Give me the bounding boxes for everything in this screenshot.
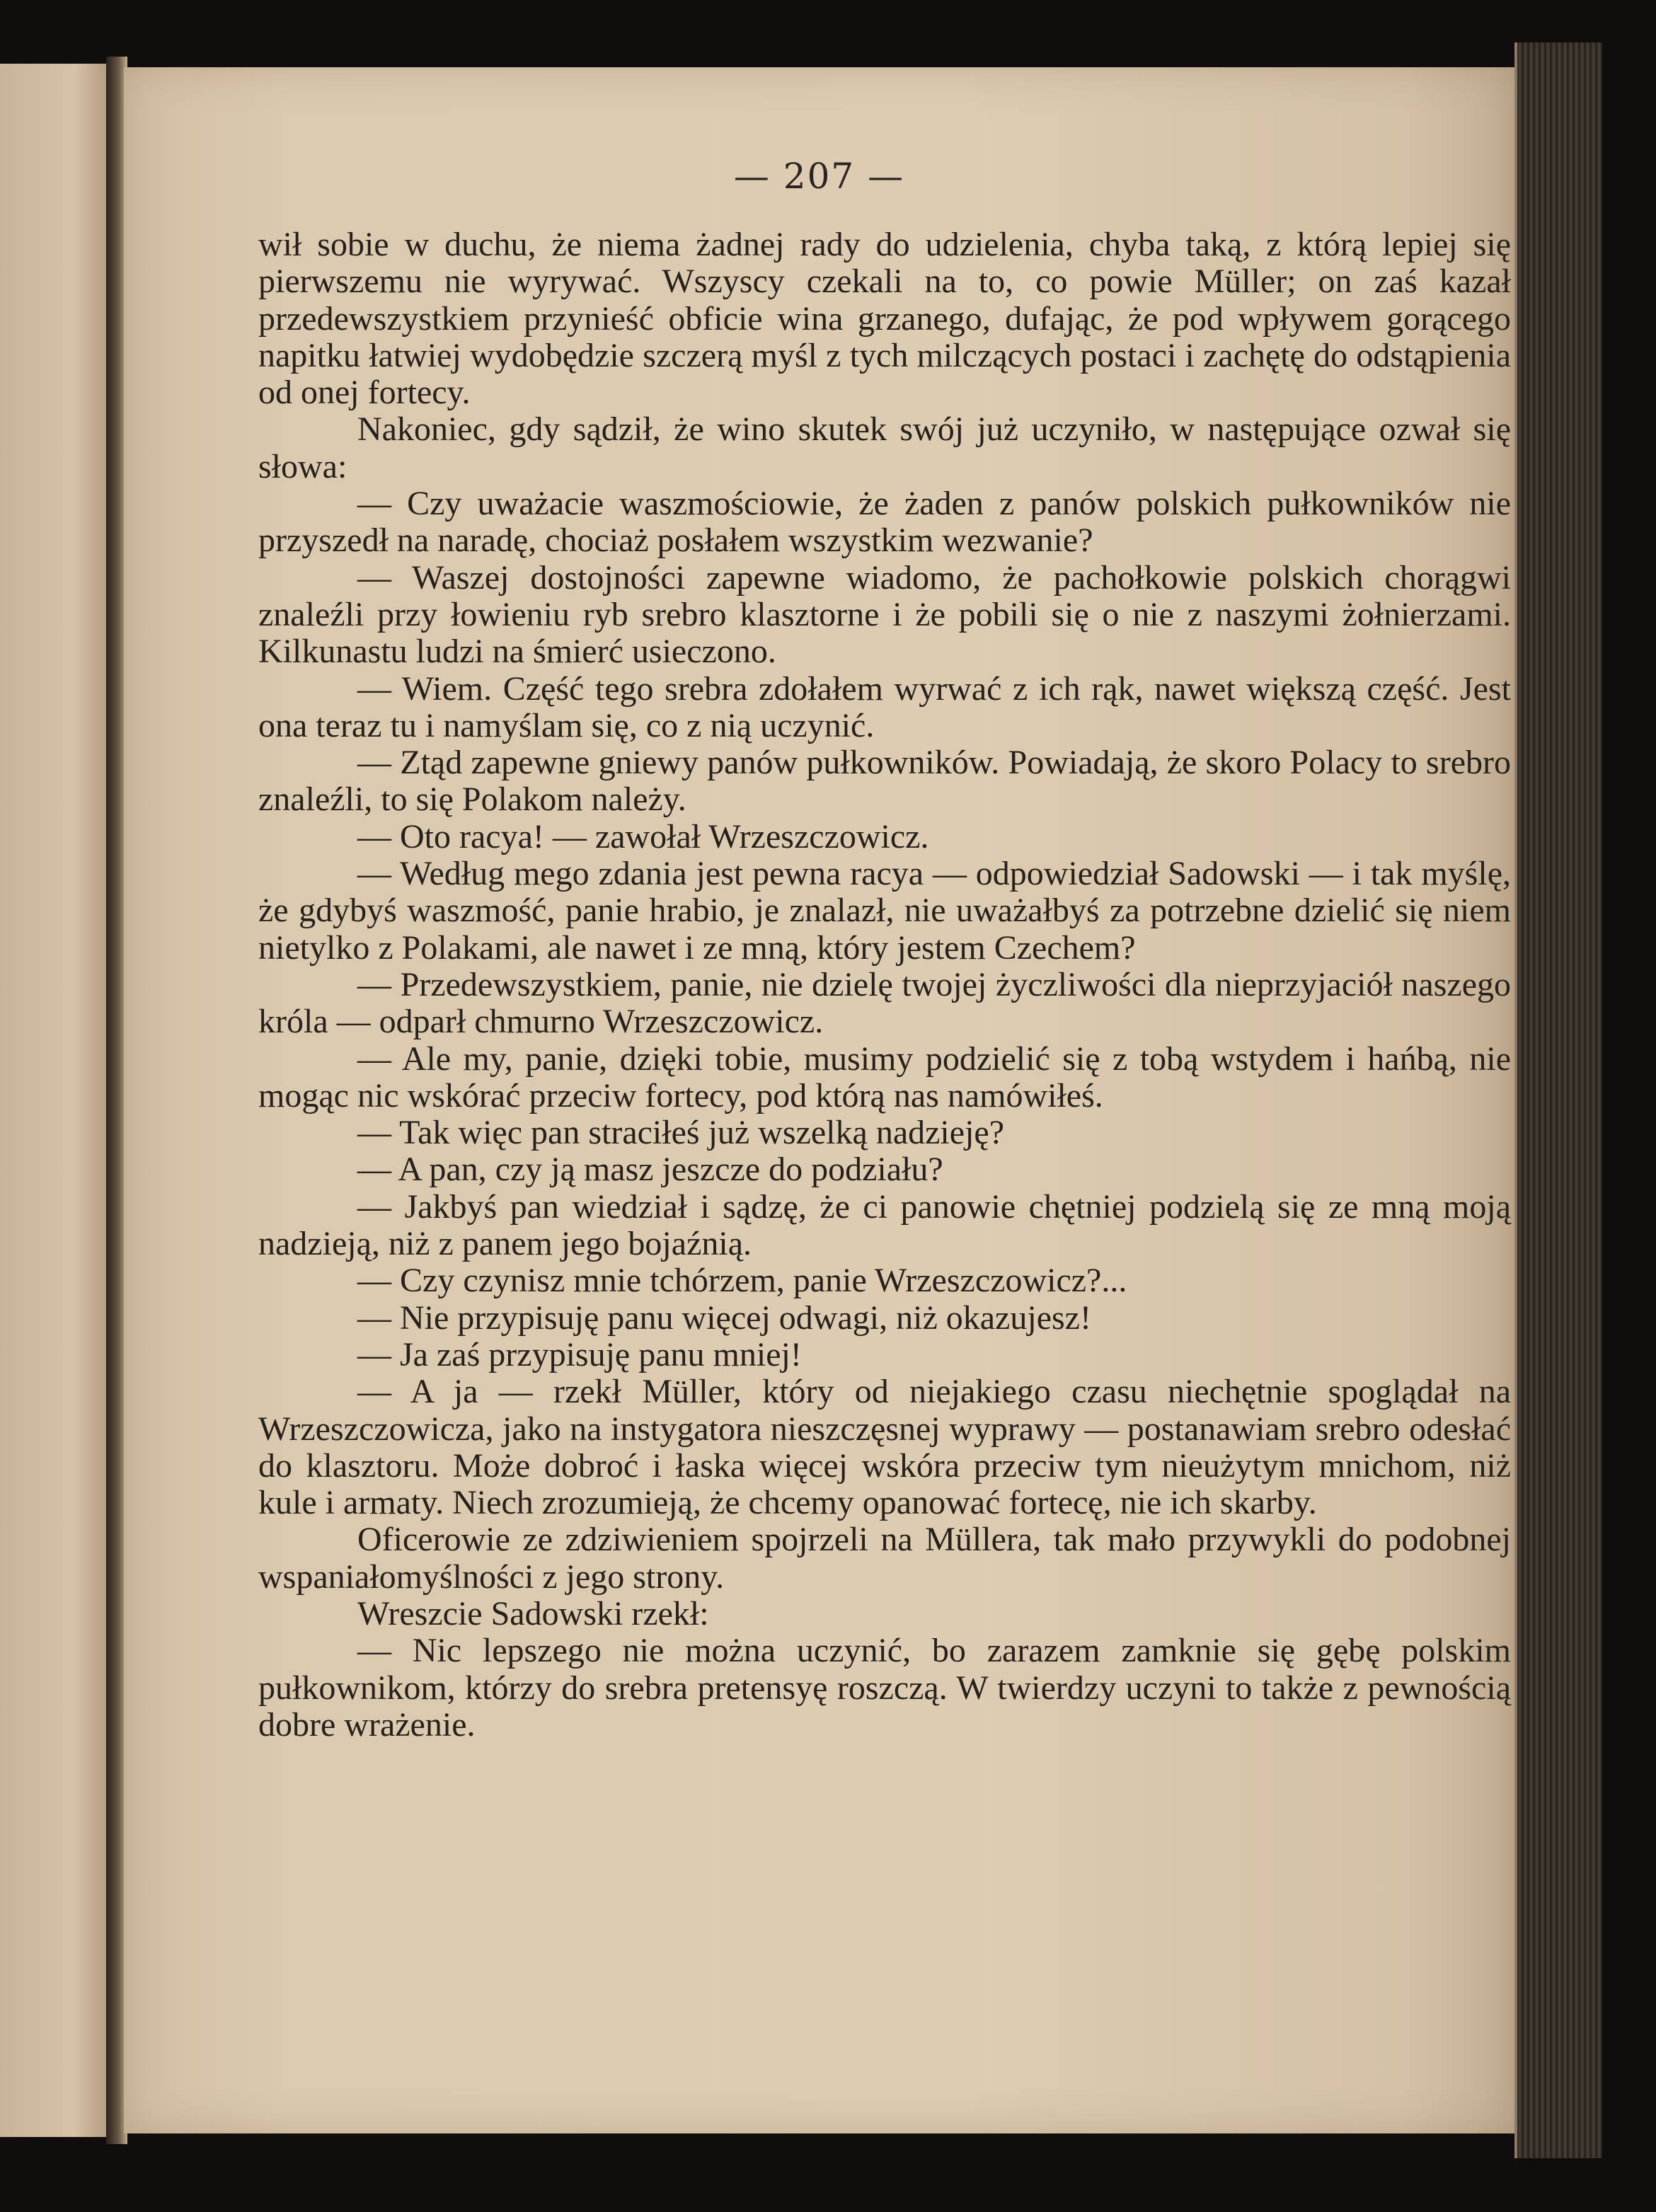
paragraph: — Wiem. Część tego srebra zdołałem wyrwać z ich rąk, nawet większą część. Jest ona teraz tu i namyślam się, co z nią uczynić. bbox=[258, 669, 1511, 744]
paragraph: — Czy uważacie waszmościowie, że żaden z panów polskich pułkowników nie przyszedł na naradę, chociaż posłałem wszystkim wezwanie? bbox=[258, 485, 1511, 560]
paragraph: — Nic lepszego nie można uczynić, bo zarazem zamknie się gębę polskim pułkownikom, którzy do srebra pretensyę roszczą. W twierdzy uczyni to także z pewnością dobre wrażenie. bbox=[258, 1632, 1511, 1744]
paragraph: — Waszej dostojności zapewne wiadomo, że pachołkowie polskich chorągwi znaleźli przy łowieniu ryb srebro klasztorne i że pobili się o nie z naszymi żołnierzami. Kilkunastu ludzi na śmierć usieczono. bbox=[258, 558, 1511, 671]
paragraph: — Ale my, panie, dzięki tobie, musimy podzielić się z tobą wstydem i hańbą, nie mogąc nic wskórać przeciw fortecy, pod którą nas namówiłeś. bbox=[258, 1039, 1511, 1114]
previous-page-edge bbox=[0, 64, 108, 2137]
paragraph: Wreszcie Sadowski rzekł: bbox=[357, 1594, 709, 1632]
paragraph: — Ja zaś przypisuję panu mniej! bbox=[357, 1335, 802, 1373]
paragraph: Oficerowie ze zdziwieniem spojrzeli na Müllera, tak mało przywykli do podobnej wspaniałomyślności z jego strony. bbox=[258, 1521, 1511, 1596]
paragraph: — Czy czynisz mnie tchórzem, panie Wrzeszczowicz?... bbox=[357, 1262, 1127, 1300]
paragraph: — A pan, czy ją masz jeszcze do podziału? bbox=[357, 1151, 943, 1189]
paragraph: — Jakbyś pan wiedział i sądzę, że ci panowie chętniej podzielą się ze mną moją nadzieją, niż z panem jego bojaźnią. bbox=[258, 1187, 1511, 1263]
book-fore-edge bbox=[1514, 42, 1602, 2158]
paragraph: wił sobie w duchu, że niema żadnej rady do udzielenia, chyba taką, z którą lepiej się pierwszemu nie wyrywać. Wszyscy czekali na to, co powie Müller; on zaś kazał przedewszystkiem przynieść obficie wina grzanego, dufając, że pod wpływem gorącego napitku łatwiej wydobędzie szczerą myśl z tych milczących postaci i zachętę do odstąpienia od onej fortecy. bbox=[258, 226, 1511, 412]
book-page bbox=[124, 67, 1514, 2133]
paragraph: — Według mego zdania jest pewna racya — odpowiedział Sadowski — i tak myślę, że gdybyś waszmość, panie hrabio, je znalazł, nie uważałbyś za potrzebne dzielić się niem nietylko z Polakami, ale nawet i ze mną, który jestem Czechem? bbox=[258, 855, 1511, 967]
paragraph: Nakoniec, gdy sądził, że wino skutek swój już uczyniło, w następujące ozwał się słowa: bbox=[258, 410, 1511, 485]
paragraph: — A ja — rzekł Müller, który od niejakiego czasu niechętnie spoglądał na Wrzeszczowicza, jako na instygatora nieszczęsnej wyprawy — postanawiam srebro odesłać do klasztoru. Może dobroć i łaska więcej wskóra przeciw tym nieużytym mnichom, niż kule i armaty. Niech zrozumieją, że chcemy opanować fortecę, nie ich skarby. bbox=[258, 1373, 1511, 1522]
page-text bbox=[258, 226, 1511, 1744]
paragraph: — Ztąd zapewne gniewy panów pułkowników. Powiadają, że skoro Polacy to srebro znaleźli, to się Polakom należy. bbox=[258, 744, 1511, 819]
paragraph: — Nie przypisuję panu więcej odwagi, niż okazujesz! bbox=[357, 1298, 1091, 1337]
paragraph: — Przedewszystkiem, panie, nie dzielę twojej życzliwości dla nieprzyjaciół naszego króla — odparł chmurno Wrzeszczowicz. bbox=[258, 965, 1511, 1041]
page-number: — 207 — bbox=[733, 156, 905, 197]
paragraph: — Oto racya! — zawołał Wrzeszczowicz. bbox=[357, 817, 929, 856]
paragraph: — Tak więc pan straciłeś już wszelką nadzieję? bbox=[357, 1114, 1005, 1152]
